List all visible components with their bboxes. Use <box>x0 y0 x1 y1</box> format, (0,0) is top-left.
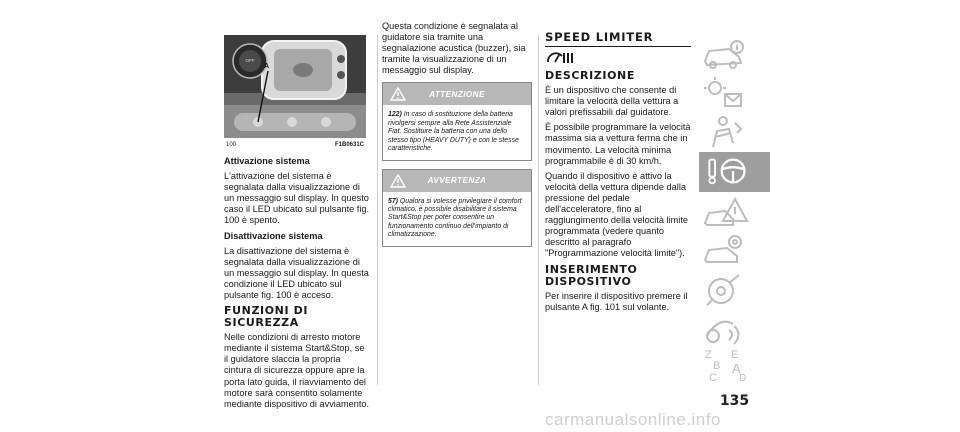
figure-number: 100 <box>226 142 237 148</box>
warning-content <box>383 192 531 246</box>
heading-description: DESCRIZIONE <box>545 69 635 83</box>
column-1 <box>224 156 370 414</box>
heading-safety: FUNZIONI DI SICUREZZA <box>224 304 309 330</box>
heading-deactivation: Disattivazione sistema <box>224 230 323 241</box>
attention-ref: 122) <box>388 111 402 119</box>
column-3 <box>545 32 693 317</box>
speed-limiter-title: SPEED LIMITER <box>545 32 691 47</box>
car-info-icon <box>699 35 770 73</box>
index-letter-b: B <box>713 360 721 372</box>
dashboard-lights-icon <box>699 74 770 112</box>
dashboard-illustration <box>224 35 366 138</box>
sidebar-item-emergency[interactable] <box>699 193 770 231</box>
chapter-sidebar <box>699 35 770 385</box>
activation-para: Per inserire il dispositivo premere il pulsante A fig. 101 sul volante. <box>545 290 688 312</box>
figure-caption <box>224 140 366 152</box>
description-para-2: È possibile programmare la velocità massima sia a vettura ferma che in movimento. La velocità minima programmabile è di 30 km/h. <box>545 122 691 166</box>
index-letter-z: Z <box>705 349 712 361</box>
technical-data-icon <box>699 271 770 309</box>
sidebar-item-dashboard[interactable] <box>699 74 770 112</box>
sidebar-item-starting-driving[interactable] <box>699 152 770 192</box>
warning-ref: 57) <box>388 197 398 205</box>
off-button-label: OFF <box>245 58 255 63</box>
description-para-3: Quando il dispositivo è attivo la velocità della vettura dipende dalla pressione del pedale dell'acceleratore, fino al raggiungimento della velocità limite programmata (vedere quanto descritto al paragrafo "Programmazione velocità limite"). <box>545 170 688 259</box>
warning-box <box>382 169 532 247</box>
attention-box <box>382 82 532 160</box>
callout-label: A <box>264 63 270 70</box>
attention-title: ATTENZIONE <box>429 89 485 99</box>
warning-title: AVVERTENZA <box>427 175 487 185</box>
index-letter-a: A <box>732 361 741 376</box>
text-safety: Nelle condizioni di arresto motore mediante il sistema Start&Stop, se il guidatore slaccia la propria cintura di sicurezza oppure apre la porta lato guida, il riavviamento del motore sarà consentito solamente mediante dispositivo di avviamento. <box>224 332 370 409</box>
column-2 <box>382 21 532 255</box>
emergency-icon <box>699 193 770 231</box>
watermark: carmanualsonline.info <box>545 410 721 429</box>
index-letter-e: E <box>731 349 739 361</box>
sidebar-item-technical-data[interactable] <box>699 271 770 309</box>
attention-text: In caso di sostituzione della batteria rivolgersi sempre alla Rete Assistenziale Fiat. Sostituire la batteria con una dello stesso tipo (HEAVY DUTY) e con le stesse caratteristiche. <box>388 111 519 153</box>
sidebar-item-maintenance[interactable] <box>699 232 770 270</box>
dashboard-figure <box>224 35 366 138</box>
warning-text: Qualora si volesse privilegiare il comfort climatico, è possibile disabilitare il sistema Start&Stop per poter consentire un funzionamento continuo dell'impianto di climatizzazione. <box>388 197 522 239</box>
sidebar-item-car-info[interactable] <box>699 35 770 73</box>
index-letter-d: D <box>739 373 747 384</box>
column-divider-2 <box>538 35 539 385</box>
text-deactivation: La disattivazione del sistema è segnalata dalla visualizzazione di un messaggio sul display. In questa condizione il LED ubicato sul pulsante fig. 100 è acceso. <box>224 245 369 301</box>
multimedia-icon <box>699 310 770 348</box>
starting-driving-icon <box>699 152 770 190</box>
column-divider-1 <box>377 35 378 385</box>
heading-activation-device: INSERIMENTO DISPOSITIVO <box>545 262 638 288</box>
attention-header <box>383 83 531 105</box>
attention-content <box>383 105 531 159</box>
sidebar-item-index[interactable] <box>699 349 770 385</box>
warning-triangle-icon <box>390 174 406 188</box>
sidebar-item-multimedia[interactable] <box>699 310 770 348</box>
figure-code: F1B0631C <box>334 142 364 148</box>
description-para-1: È un dispositivo che consente di limitare la velocità della vettura a valori prefissabili dal guidatore. <box>545 85 679 118</box>
sidebar-item-safety[interactable] <box>699 113 770 151</box>
page-number: 135 <box>719 393 750 409</box>
speed-limiter-icon <box>545 50 575 66</box>
warning-triangle-icon <box>390 87 406 101</box>
maintenance-icon <box>699 232 770 270</box>
warning-header <box>383 170 531 192</box>
index-letter-c: C <box>709 372 717 384</box>
text-activation: L'attivazione del sistema è segnalata dalla visualizzazione di un messaggio sul display. In questo caso il LED ubicato sul pulsante fig. 100 è spento. <box>224 171 370 226</box>
intro-text: Questa condizione è segnalata al guidatore sia tramite una segnalazione acustica (buzzer), sia tramite la visualizzazione di un messaggio sul display. <box>382 21 526 76</box>
heading-activation: Attivazione sistema <box>224 156 310 166</box>
safety-person-icon <box>699 113 770 151</box>
